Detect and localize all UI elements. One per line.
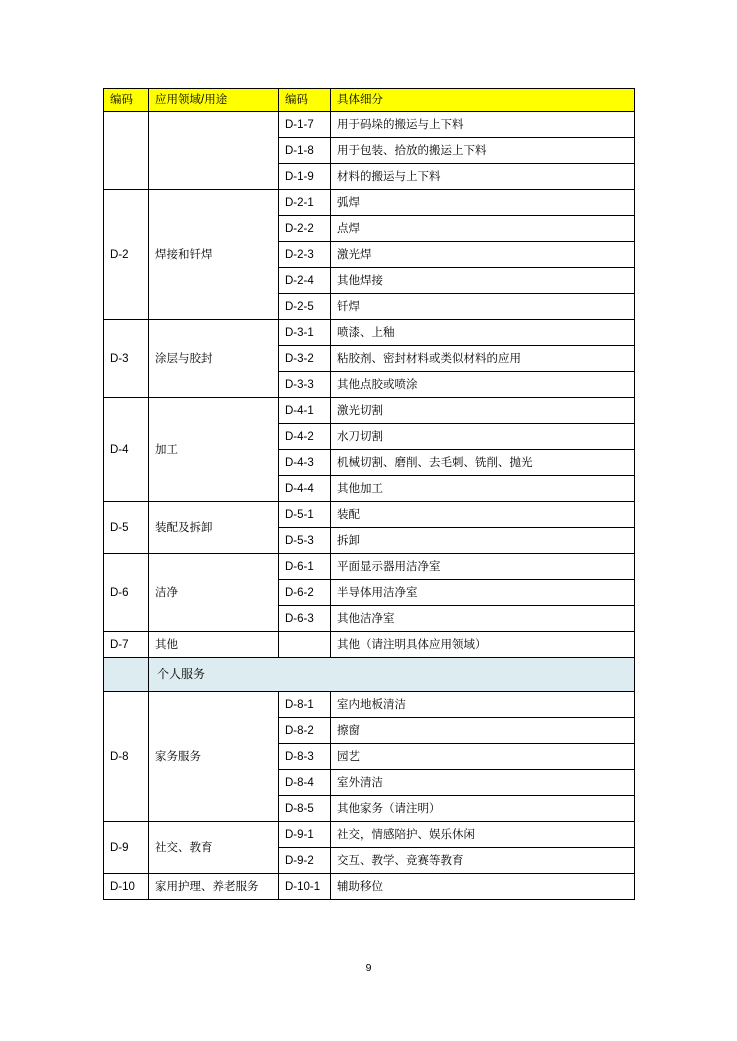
page-number: 9 bbox=[365, 962, 372, 974]
cell-subcode: D-4-2 bbox=[279, 424, 331, 450]
cell-subcode: D-8-3 bbox=[279, 744, 331, 770]
cell-subcode: D-4-4 bbox=[279, 476, 331, 502]
cell-area: 家用护理、养老服务 bbox=[149, 874, 279, 900]
cell-subcode: D-2-5 bbox=[279, 294, 331, 320]
cell-detail: 点焊 bbox=[331, 216, 635, 242]
cell-area: 洁净 bbox=[149, 554, 279, 632]
cell-detail: 拆卸 bbox=[331, 528, 635, 554]
table-row bbox=[104, 320, 635, 346]
cell-subcode: D-2-1 bbox=[279, 190, 331, 216]
cell-subcode: D-2-4 bbox=[279, 268, 331, 294]
cell-subcode: D-1-7 bbox=[279, 112, 331, 138]
cell-subcode: D-8-2 bbox=[279, 718, 331, 744]
cell-subcode: D-6-3 bbox=[279, 606, 331, 632]
table-row bbox=[104, 874, 635, 900]
section-code-cell bbox=[104, 658, 149, 692]
cell-detail: 其他家务（请注明） bbox=[331, 796, 635, 822]
cell-detail: 弧焊 bbox=[331, 190, 635, 216]
table-body bbox=[104, 112, 635, 900]
table-row bbox=[104, 554, 635, 580]
cell-code bbox=[104, 112, 149, 190]
cell-area: 加工 bbox=[149, 398, 279, 502]
cell-code: D-8 bbox=[104, 692, 149, 822]
cell-detail: 用于包装、拾放的搬运上下料 bbox=[331, 138, 635, 164]
table-row bbox=[104, 692, 635, 718]
cell-detail: 室外清洁 bbox=[331, 770, 635, 796]
table-row bbox=[104, 822, 635, 848]
cell-detail: 半导体用洁净室 bbox=[331, 580, 635, 606]
cell-subcode: D-1-9 bbox=[279, 164, 331, 190]
header-detail: 具体细分 bbox=[331, 89, 635, 112]
table-header-row bbox=[104, 89, 635, 112]
cell-subcode: D-9-1 bbox=[279, 822, 331, 848]
cell-subcode: D-6-2 bbox=[279, 580, 331, 606]
cell-subcode: D-8-1 bbox=[279, 692, 331, 718]
cell-code: D-5 bbox=[104, 502, 149, 554]
table-row bbox=[104, 502, 635, 528]
cell-detail: 其他焊接 bbox=[331, 268, 635, 294]
table-header bbox=[104, 89, 635, 112]
cell-subcode: D-2-2 bbox=[279, 216, 331, 242]
cell-detail: 粘胶剂、密封材料或类似材料的应用 bbox=[331, 346, 635, 372]
cell-subcode: D-1-8 bbox=[279, 138, 331, 164]
cell-subcode: D-5-1 bbox=[279, 502, 331, 528]
cell-detail: 社交，情感陪护、娱乐休闲 bbox=[331, 822, 635, 848]
cell-subcode: D-3-2 bbox=[279, 346, 331, 372]
cell-code: D-10 bbox=[104, 874, 149, 900]
cell-detail: 园艺 bbox=[331, 744, 635, 770]
cell-subcode: D-5-3 bbox=[279, 528, 331, 554]
section-label: 个人服务 bbox=[149, 658, 635, 692]
cell-area: 焊接和钎焊 bbox=[149, 190, 279, 320]
header-code: 编码 bbox=[104, 89, 149, 112]
cell-detail: 钎焊 bbox=[331, 294, 635, 320]
cell-detail: 其他洁净室 bbox=[331, 606, 635, 632]
cell-subcode: D-3-1 bbox=[279, 320, 331, 346]
cell-detail: 其他点胶或喷涂 bbox=[331, 372, 635, 398]
header-subcode: 编码 bbox=[279, 89, 331, 112]
cell-subcode: D-2-3 bbox=[279, 242, 331, 268]
cell-subcode: D-10-1 bbox=[279, 874, 331, 900]
cell-subcode: D-8-5 bbox=[279, 796, 331, 822]
cell-detail: 其他加工 bbox=[331, 476, 635, 502]
table-row bbox=[104, 190, 635, 216]
cell-subcode: D-3-3 bbox=[279, 372, 331, 398]
table-row bbox=[104, 632, 635, 658]
cell-detail: 平面显示器用洁净室 bbox=[331, 554, 635, 580]
cell-detail: 其他（请注明具体应用领域） bbox=[331, 632, 635, 658]
cell-area: 家务服务 bbox=[149, 692, 279, 822]
cell-detail: 擦窗 bbox=[331, 718, 635, 744]
cell-detail: 水刀切割 bbox=[331, 424, 635, 450]
cell-detail: 激光焊 bbox=[331, 242, 635, 268]
cell-detail: 喷漆、上釉 bbox=[331, 320, 635, 346]
cell-detail: 辅助移位 bbox=[331, 874, 635, 900]
cell-area bbox=[149, 112, 279, 190]
section-header-row bbox=[104, 658, 635, 692]
header-application-area: 应用领域/用途 bbox=[149, 89, 279, 112]
cell-detail: 交互、教学、竞赛等教育 bbox=[331, 848, 635, 874]
cell-detail: 室内地板清洁 bbox=[331, 692, 635, 718]
classification-table-container bbox=[103, 88, 634, 900]
cell-code: D-2 bbox=[104, 190, 149, 320]
cell-detail: 激光切割 bbox=[331, 398, 635, 424]
cell-code: D-6 bbox=[104, 554, 149, 632]
cell-area: 其他 bbox=[149, 632, 279, 658]
cell-area: 社交、教育 bbox=[149, 822, 279, 874]
cell-area: 涂层与胶封 bbox=[149, 320, 279, 398]
cell-subcode: D-4-1 bbox=[279, 398, 331, 424]
cell-detail: 装配 bbox=[331, 502, 635, 528]
cell-subcode: D-4-3 bbox=[279, 450, 331, 476]
classification-table bbox=[103, 88, 635, 900]
cell-code: D-7 bbox=[104, 632, 149, 658]
cell-subcode: D-8-4 bbox=[279, 770, 331, 796]
cell-code: D-3 bbox=[104, 320, 149, 398]
table-row bbox=[104, 398, 635, 424]
table-row bbox=[104, 112, 635, 138]
cell-code: D-4 bbox=[104, 398, 149, 502]
cell-subcode: D-6-1 bbox=[279, 554, 331, 580]
cell-detail: 材料的搬运与上下料 bbox=[331, 164, 635, 190]
cell-detail: 机械切割、磨削、去毛刺、铣削、抛光 bbox=[331, 450, 635, 476]
cell-code: D-9 bbox=[104, 822, 149, 874]
cell-area: 装配及拆卸 bbox=[149, 502, 279, 554]
cell-subcode: D-9-2 bbox=[279, 848, 331, 874]
cell-detail: 用于码垛的搬运与上下料 bbox=[331, 112, 635, 138]
cell-subcode bbox=[279, 632, 331, 658]
